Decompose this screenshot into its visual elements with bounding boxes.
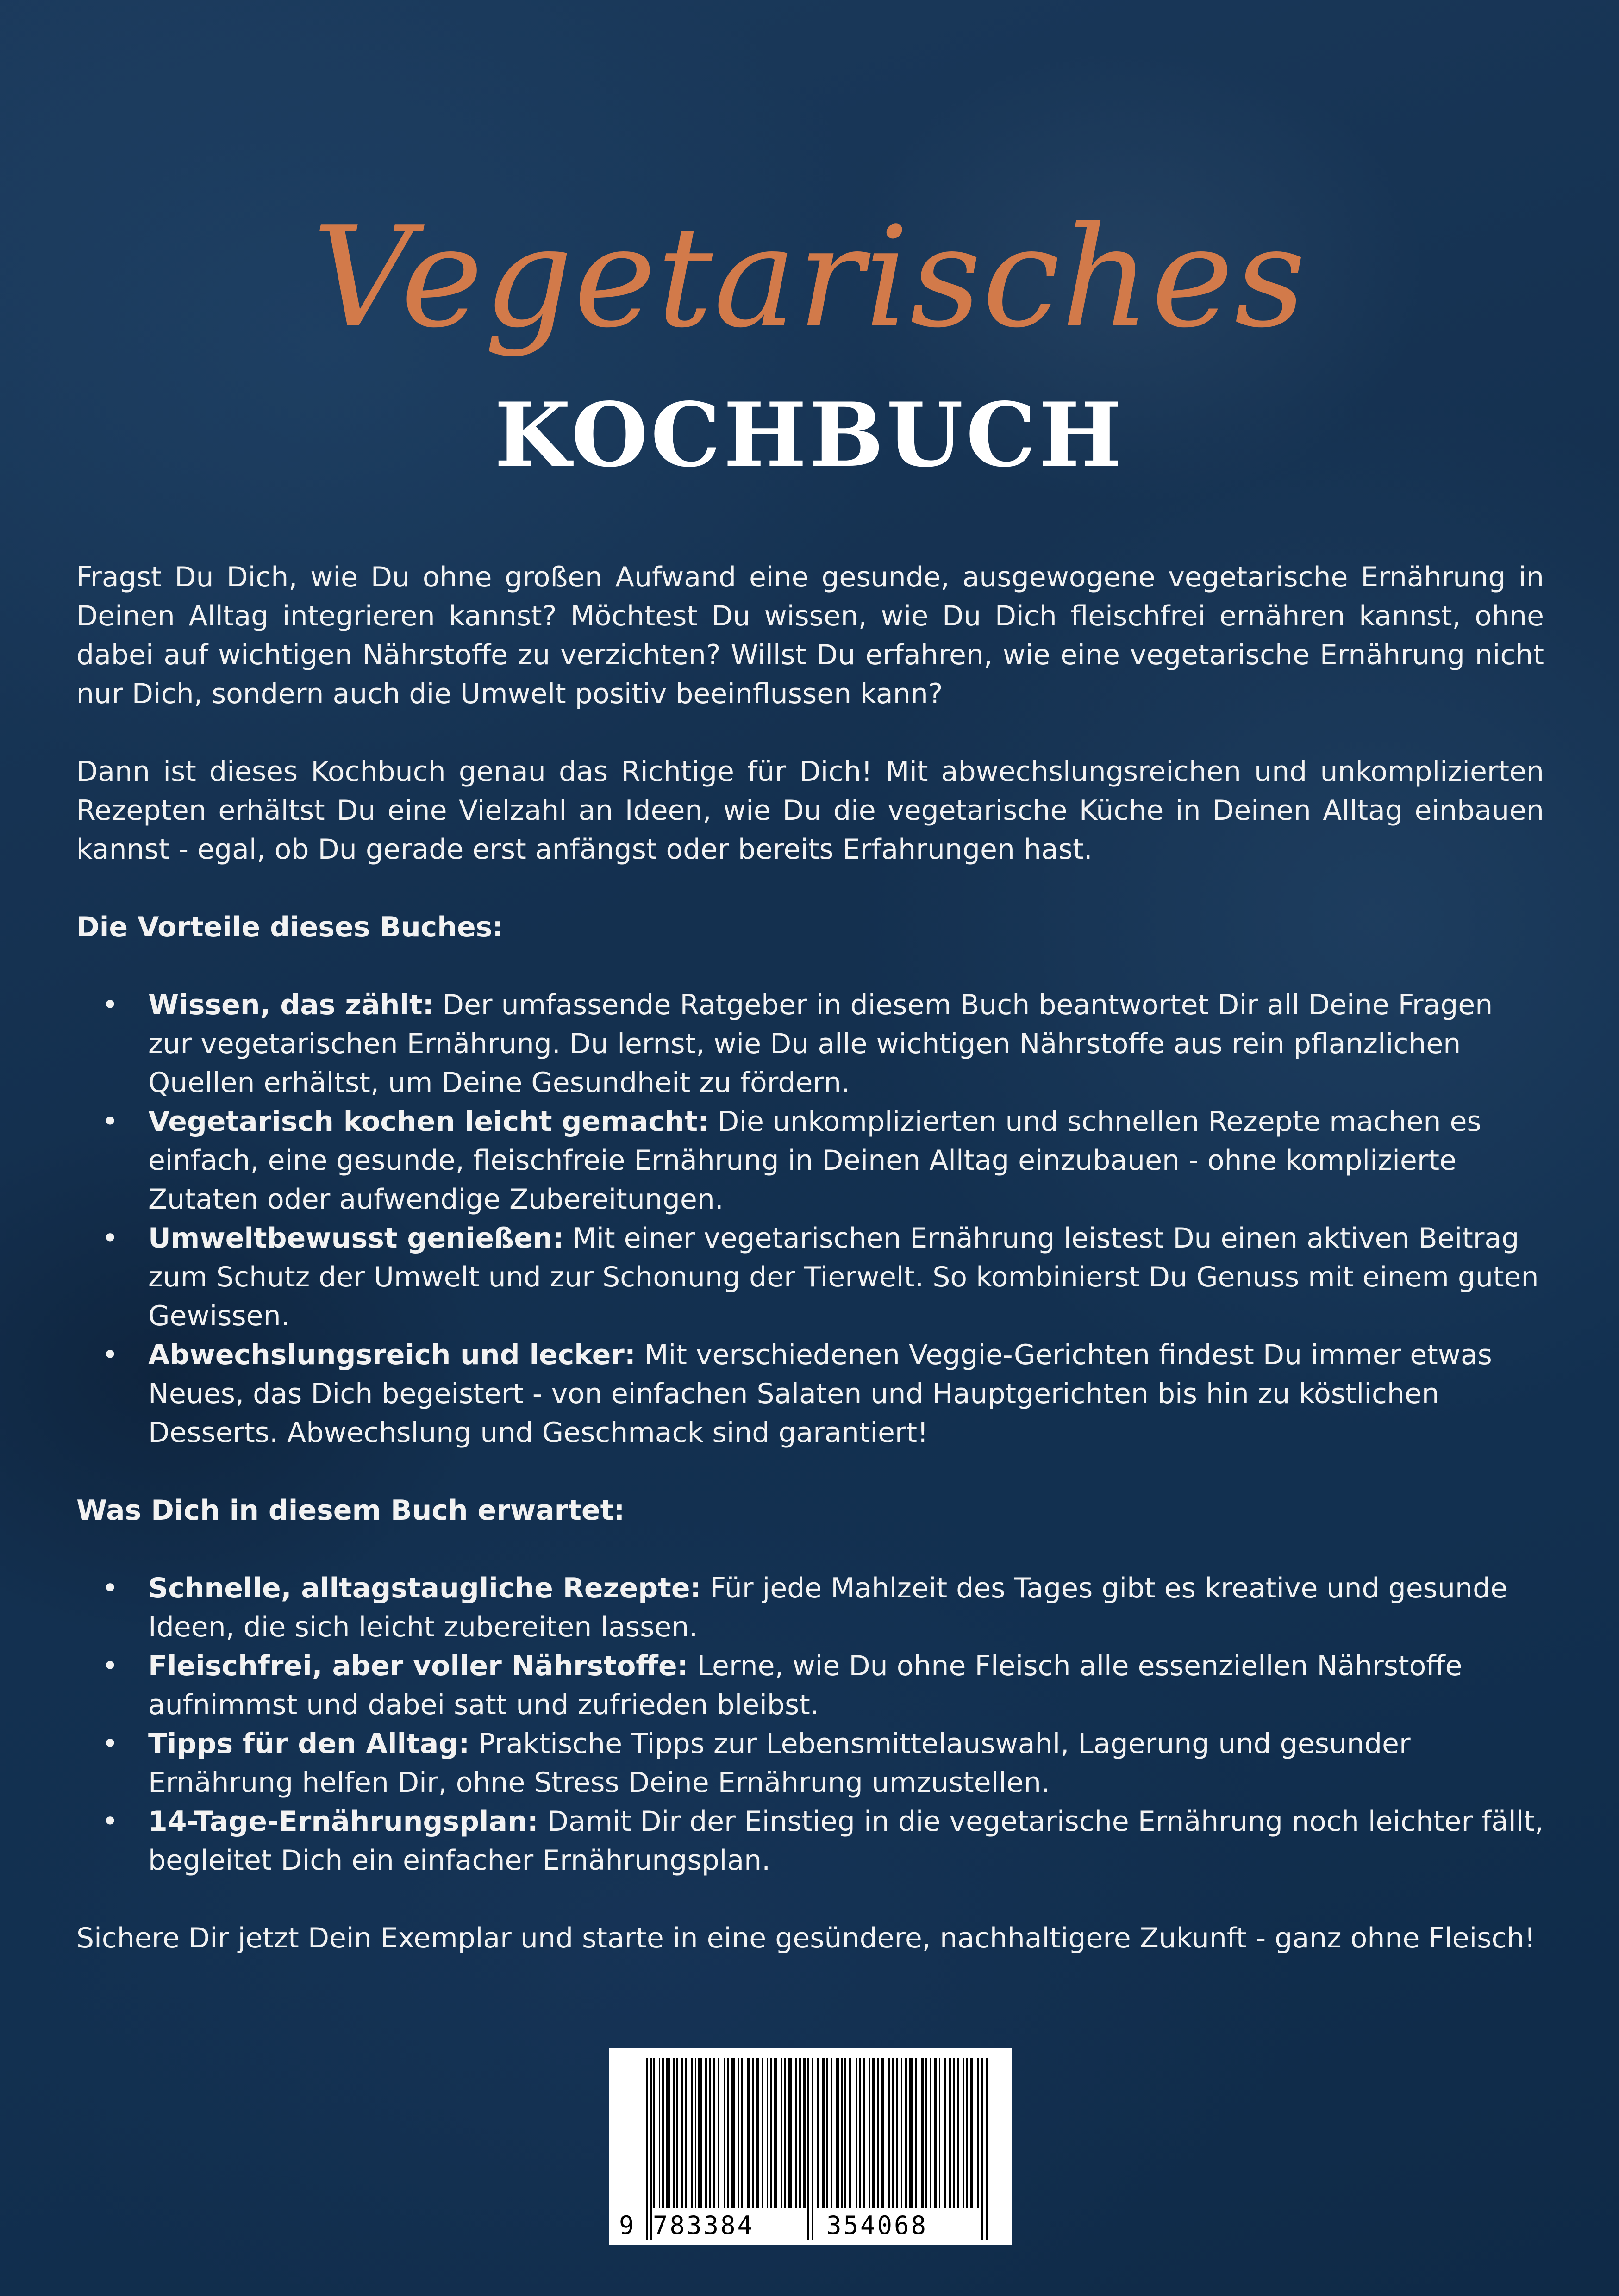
item-text: Der umfassende Ratgeber in diesem Buch beantwortet Dir all Deine Fragen zur vegetarischen Ernährung. Du lernst, wie Du alle wichtigen Nährstoffe aus rein pflanzlichen Quellen erhältst, um Deine Gesundheit zu fördern. bbox=[148, 989, 1493, 1099]
barcode-bar bbox=[646, 2058, 648, 2240]
barcode-bar bbox=[859, 2058, 861, 2208]
list-item bbox=[76, 1724, 1544, 1802]
list-item bbox=[76, 1802, 1544, 1880]
barcode-bar bbox=[869, 2058, 870, 2208]
barcode-bar bbox=[963, 2058, 964, 2208]
barcode-bar bbox=[977, 2058, 979, 2208]
barcode-bar bbox=[648, 2058, 650, 2240]
barcode-bar bbox=[727, 2058, 729, 2208]
barcode-bar bbox=[817, 2058, 819, 2208]
barcode-bar bbox=[676, 2058, 678, 2208]
item-title: Abwechslungsreich und lecker: bbox=[148, 1339, 636, 1371]
barcode-group-left: 783384 bbox=[653, 2211, 755, 2240]
bullet: • bbox=[102, 1339, 119, 1371]
barcode-bar bbox=[803, 2058, 806, 2208]
list-item bbox=[76, 986, 1544, 1102]
barcode-bar bbox=[949, 2058, 951, 2208]
closing-paragraph: Sichere Dir jetzt Dein Exemplar und starte in eine gesündere, nachhaltigere Zukunft - ganz ohne Fleisch! bbox=[76, 1922, 1536, 1954]
item-text: Mit einer vegetarischen Ernährung leistest Du einen aktiven Beitrag zum Schutz der Umwelt und zur Schonung der Tierwelt. So kombinierst Du Genuss mit einem guten Gewissen. bbox=[148, 1222, 1539, 1332]
barcode-bar bbox=[767, 2058, 768, 2208]
bullet: • bbox=[102, 1222, 119, 1254]
barcode-bar bbox=[695, 2058, 696, 2208]
advantages-list bbox=[76, 986, 1544, 1452]
intro-paragraph-1: Fragst Du Dich, wie Du ohne großen Aufwand eine gesunde, ausgewogene vegetarische Ernährung in Deinen Alltag integrieren kannst? Möchtest Du wissen, wie Du Dich fleischfrei ernähren kannst, ohne dabei auf wichtigen Nährstoffe zu verzichten? Willst Du erfahren, wie eine vegetarische Ernährung nicht nur Dich, sondern auch die Umwelt positiv beeinflussen kann? bbox=[76, 561, 1544, 710]
barcode-bar bbox=[756, 2058, 759, 2208]
item-title: Tipps für den Alltag: bbox=[148, 1728, 470, 1760]
barcode-bar bbox=[939, 2058, 940, 2208]
barcode-bar bbox=[741, 2058, 743, 2208]
title-script: Vegetarisches bbox=[312, 197, 1307, 358]
barcode-bar bbox=[807, 2058, 809, 2240]
barcode-bar bbox=[896, 2058, 898, 2208]
item-text: Für jede Mahlzeit des Tages gibt es kreative und gesunde Ideen, die sich leicht zubereiten lassen. bbox=[148, 1572, 1507, 1643]
barcode-bar bbox=[691, 2058, 693, 2208]
barcode-bar bbox=[698, 2058, 702, 2208]
barcode-bar bbox=[709, 2058, 711, 2208]
barcode-bar bbox=[681, 2058, 683, 2208]
expectations-list bbox=[76, 1569, 1544, 1880]
barcode-bar bbox=[799, 2058, 801, 2208]
barcode-bar bbox=[781, 2058, 782, 2208]
item-title: 14-Tage-Ernährungsplan: bbox=[148, 1805, 538, 1838]
barcode-bar bbox=[966, 2058, 968, 2208]
barcode-bar bbox=[666, 2058, 670, 2208]
barcode-bar bbox=[731, 2058, 735, 2208]
barcode-bar bbox=[718, 2058, 719, 2208]
barcode-bar bbox=[738, 2058, 739, 2208]
bullet: • bbox=[102, 1650, 119, 1682]
barcode-bar bbox=[774, 2058, 777, 2208]
bullet: • bbox=[102, 1728, 119, 1760]
barcode-bar bbox=[831, 2058, 832, 2208]
barcode-bar bbox=[844, 2058, 846, 2208]
item-text: Die unkomplizierten und schnellen Rezepte machen es einfach, eine gesunde, fleischfreie Ernährung in Deinen Alltag einzubauen - ohne komplizierte Zutaten oder aufwendige Zubereitungen. bbox=[148, 1105, 1481, 1216]
barcode-bar bbox=[888, 2058, 890, 2208]
barcode-bar bbox=[650, 2058, 652, 2240]
barcode-bar bbox=[809, 2058, 811, 2240]
item-text: Lerne, wie Du ohne Fleisch alle essenziellen Nährstoffe aufnimmst und dabei satt und zufrieden bleibst. bbox=[148, 1650, 1463, 1721]
barcode-bar bbox=[921, 2058, 924, 2208]
barcode-bar bbox=[826, 2058, 828, 2208]
isbn-barcode bbox=[609, 2048, 1012, 2245]
item-title: Fleischfrei, aber voller Nährstoffe: bbox=[148, 1650, 688, 1682]
barcode-bar bbox=[872, 2058, 875, 2208]
barcode-bar bbox=[795, 2058, 797, 2208]
barcode-bar bbox=[747, 2058, 750, 2208]
item-title: Umweltbewusst genießen: bbox=[148, 1222, 564, 1254]
item-title: Schnelle, alltagstaugliche Rezepte: bbox=[148, 1572, 701, 1604]
bullet: • bbox=[102, 989, 119, 1021]
barcode-bar bbox=[836, 2058, 839, 2208]
barcode-bar bbox=[877, 2058, 879, 2208]
expectations-heading: Was Dich in diesem Buch erwartet: bbox=[76, 1494, 625, 1527]
item-text: Mit verschiedenen Veggie-Gerichten findest Du immer etwas Neues, das Dich begeistert - von einfachen Salaten und Hauptgerichten bis hin zu köstlichen Desserts. Abwechslung und Geschmack sind garantiert! bbox=[148, 1339, 1492, 1449]
barcode-bar bbox=[901, 2058, 902, 2208]
barcode-bar bbox=[981, 2058, 983, 2240]
barcode-bar bbox=[659, 2058, 660, 2208]
item-title: Wissen, das zählt: bbox=[148, 989, 434, 1021]
barcode-bar bbox=[957, 2058, 959, 2208]
intro-paragraph-2: Dann ist dieses Kochbuch genau das Richtige für Dich! Mit abwechslungsreichen und unkomplizierten Rezepten erhältst Du eine Vielzahl an Ideen, wie Du die vegetarische Küche in Deinen Alltag einbauen kannst - egal, ob Du gerade erst anfängst oder bereits Erfahrungen hast. bbox=[76, 755, 1544, 866]
barcode-bar bbox=[944, 2058, 946, 2208]
barcode-bar bbox=[934, 2058, 937, 2208]
barcode-bar bbox=[788, 2058, 792, 2208]
list-item bbox=[76, 1102, 1544, 1219]
barcode-bar bbox=[863, 2058, 865, 2208]
item-text: Damit Dir der Einstieg in die vegetarische Ernährung noch leichter fällt, begleitet Dich ein einfacher Ernährungsplan. bbox=[148, 1805, 1544, 1877]
back-cover-text bbox=[76, 558, 1544, 1958]
barcode-bar bbox=[784, 2058, 786, 2208]
barcode-bar bbox=[925, 2058, 927, 2208]
barcode-bar bbox=[724, 2058, 725, 2208]
barcode-bar bbox=[984, 2058, 986, 2240]
list-item bbox=[76, 1335, 1544, 1452]
barcode-bar bbox=[930, 2058, 931, 2208]
item-text: Praktische Tipps zur Lebensmittelauswahl, Lagerung und gesunder Ernährung helfen Dir, ohne Stress Deine Ernährung umzustellen. bbox=[148, 1728, 1411, 1799]
list-item bbox=[76, 1647, 1544, 1724]
barcode-bar bbox=[881, 2058, 884, 2208]
barcode-bar bbox=[841, 2058, 843, 2208]
title-main: KOCHBUCH bbox=[494, 383, 1125, 487]
barcode-bar bbox=[892, 2058, 894, 2208]
barcode-bar bbox=[849, 2058, 851, 2208]
bullet: • bbox=[102, 1105, 119, 1138]
bullet: • bbox=[102, 1572, 119, 1604]
barcode-group-right: 354068 bbox=[826, 2211, 928, 2240]
barcode-bar bbox=[986, 2058, 988, 2240]
barcode-bar bbox=[812, 2058, 813, 2240]
barcode-bar bbox=[970, 2058, 973, 2208]
barcode-bar bbox=[762, 2058, 763, 2208]
barcode-bar bbox=[653, 2058, 655, 2208]
barcode-bar bbox=[822, 2058, 825, 2208]
barcode-bar bbox=[909, 2058, 913, 2208]
barcode-bar bbox=[915, 2058, 917, 2208]
barcode-bar bbox=[673, 2058, 675, 2208]
bullet: • bbox=[102, 1805, 119, 1838]
barcode-bar bbox=[685, 2058, 687, 2208]
barcode-bar bbox=[856, 2058, 857, 2208]
barcode-bar bbox=[770, 2058, 772, 2208]
list-item bbox=[76, 1219, 1544, 1335]
barcode-bar bbox=[953, 2058, 955, 2208]
barcode-bar bbox=[713, 2058, 715, 2208]
advantages-heading: Die Vorteile dieses Buches: bbox=[76, 911, 504, 943]
barcode-bar bbox=[705, 2058, 707, 2208]
list-item bbox=[76, 1569, 1544, 1647]
item-title: Vegetarisch kochen leicht gemacht: bbox=[148, 1105, 709, 1138]
barcode-bar bbox=[752, 2058, 754, 2208]
barcode-bar bbox=[662, 2058, 664, 2208]
barcode-digit-first: 9 bbox=[619, 2211, 636, 2240]
barcode-bar bbox=[905, 2058, 907, 2208]
